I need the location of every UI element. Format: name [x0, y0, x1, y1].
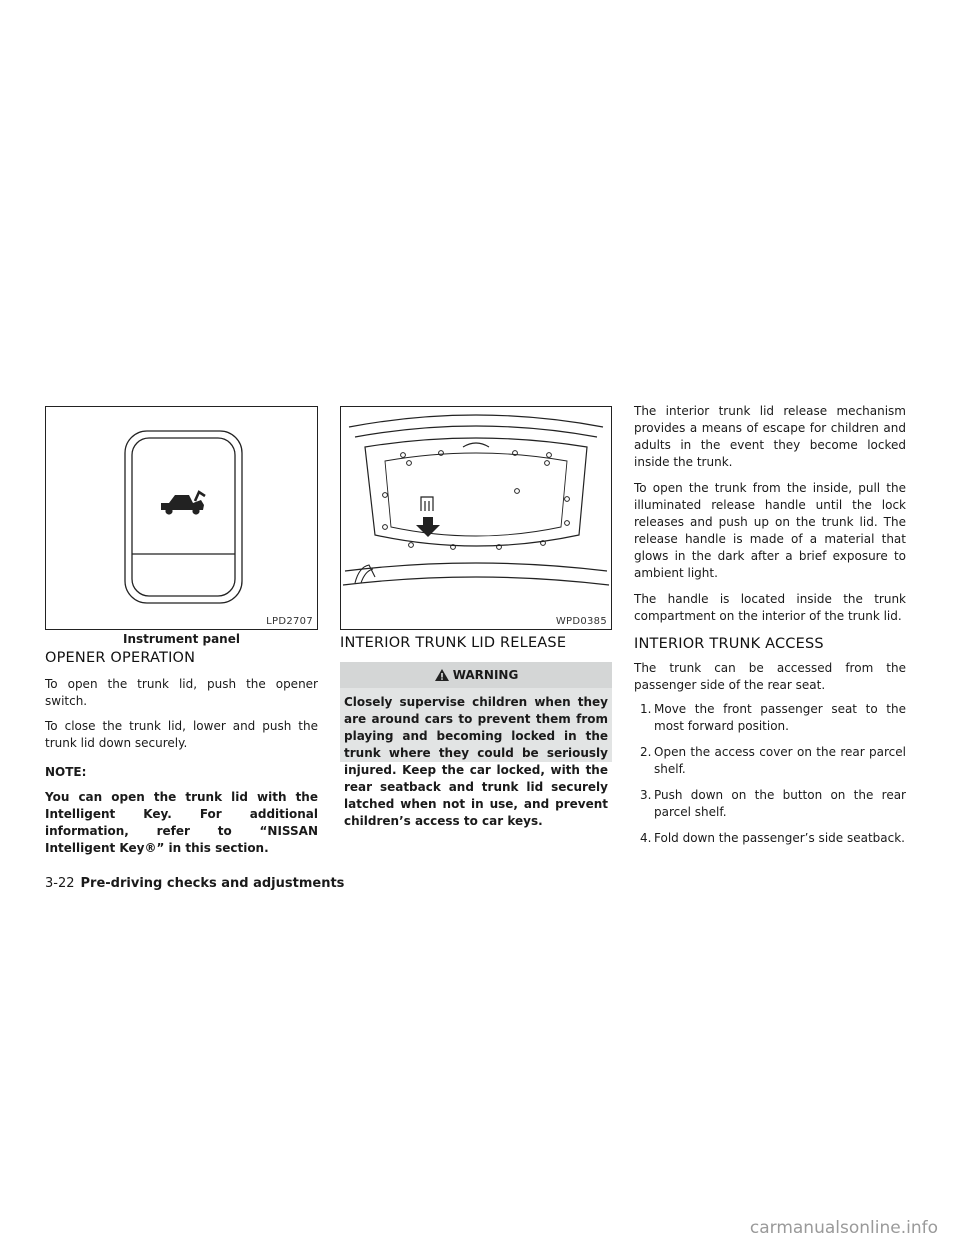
note-text: You can open the trunk lid with the Intelligent Key. For additional information, refer to “NISSAN Intelligent Key®” in this section. — [45, 790, 318, 855]
trunk-opener-switch-illustration — [46, 407, 317, 629]
instrument-panel-figure — [45, 406, 318, 630]
steps-list — [634, 701, 906, 847]
release-handle-icon — [421, 497, 433, 511]
list-item: 4. Fold down the passenger’s side seatback. — [640, 831, 905, 845]
note-label: NOTE: — [45, 765, 87, 779]
figure-code: LPD2707 — [266, 616, 313, 627]
section-heading-interior-release: INTERIOR TRUNK LID RELEASE — [340, 635, 567, 651]
section-heading-opener: OPENER OPERATION — [45, 650, 196, 666]
list-item: 2. Open the access cover on the rear parcel shelf. — [640, 745, 906, 776]
page-footer — [45, 876, 344, 891]
figure-caption: Instrument panel — [123, 632, 240, 646]
paragraph: The trunk can be accessed from the passenger side of the rear seat. — [634, 661, 906, 692]
paragraph: The handle is located inside the trunk compartment on the interior of the trunk lid. — [634, 592, 906, 623]
middle-column — [340, 635, 612, 651]
warning-triangle-icon — [434, 668, 450, 682]
paragraph: To open the trunk lid, push the opener switch. — [45, 677, 318, 708]
car-trunk-open-icon — [161, 492, 205, 515]
paragraph: To open the trunk from the inside, pull the illuminated release handle until the lock releases and push up on the trunk lid. The release handle is made of a material that glows in the dark after a brief exposure to ambient light. — [634, 481, 906, 580]
list-item: 1. Move the front passenger seat to the most forward position. — [640, 702, 906, 733]
list-item: 3. Push down on the button on the rear parcel shelf. — [640, 788, 906, 819]
paragraph: To close the trunk lid, lower and push the trunk lid down securely. — [45, 719, 318, 750]
section-title: Pre-driving checks and adjustments — [80, 876, 345, 891]
warning-box — [340, 662, 612, 828]
left-column — [45, 650, 318, 857]
page-number: 3-22 — [45, 876, 75, 891]
watermark: carmanualsonline.info — [749, 1218, 938, 1238]
warning-text: Closely supervise children when they are around cars to prevent them from playing and becoming locked in the trunk where they could be seriously injured. Keep the car locked, with the rear seatback and trunk lid securely latched when not in use, and prevent children’s access to car keys. — [344, 695, 608, 828]
section-heading-trunk-access: INTERIOR TRUNK ACCESS — [634, 636, 824, 652]
right-column — [634, 403, 906, 856]
trunk-lid-figure — [340, 406, 612, 630]
trunk-lid-release-illustration — [341, 407, 611, 629]
warning-label: WARNING — [452, 668, 519, 682]
figure-code: WPD0385 — [555, 616, 607, 627]
warning-header — [340, 662, 612, 688]
paragraph: The interior trunk lid release mechanism provides a means of escape for children and adults in the event they become locked inside the trunk. — [634, 404, 906, 469]
